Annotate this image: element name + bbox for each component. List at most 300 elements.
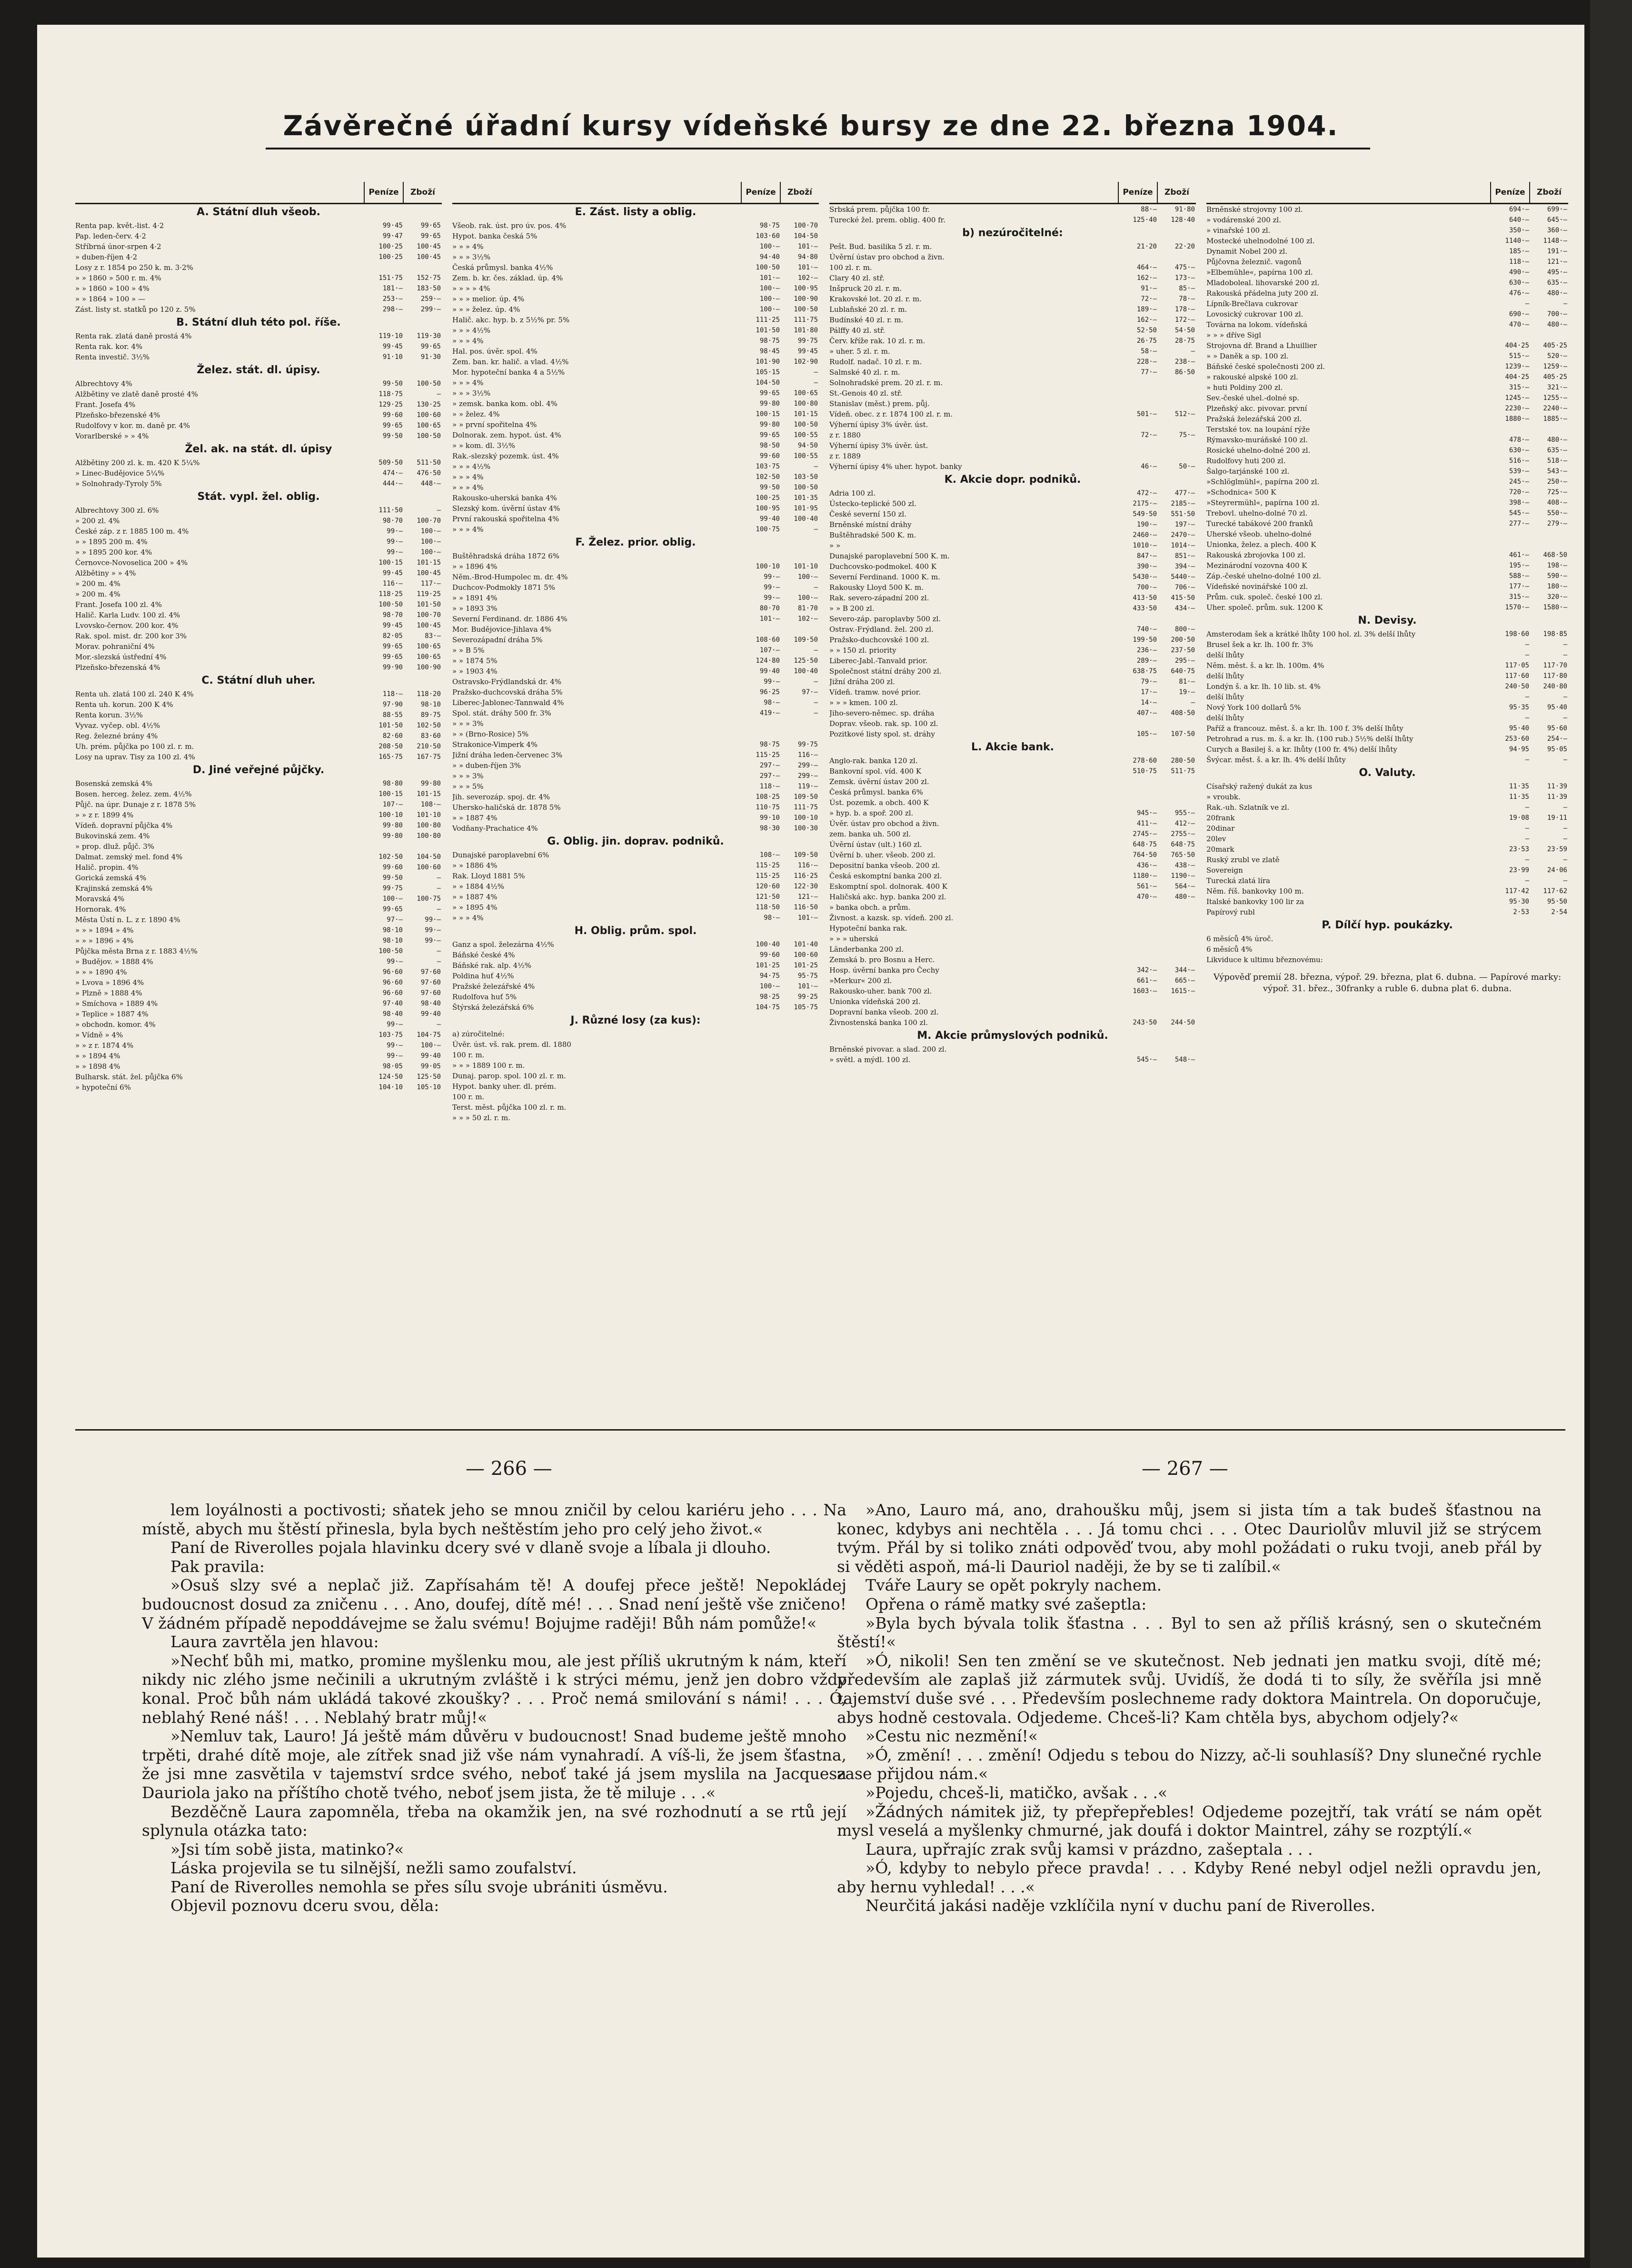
table-row: [829, 697, 1196, 708]
section-heading: M. Akcie průmyslových podniků.: [917, 1030, 1108, 1042]
security-name: Mezinárodní vozovna 400 K: [1206, 561, 1307, 570]
money-value: [743, 1071, 781, 1081]
table-row: [1206, 755, 1568, 765]
table-row: [452, 981, 819, 992]
security-name: Rudolfovy huti 200 zl.: [1206, 457, 1286, 465]
goods-value: 99·45: [797, 348, 818, 355]
security-name: Hypot. banky uher. dl. prém.: [452, 1082, 557, 1091]
money-value: 100·—: [759, 306, 780, 313]
table-row: [452, 419, 819, 430]
money-value: [1120, 419, 1158, 430]
money-value: 720·—: [1509, 488, 1529, 496]
goods-value: 104·50: [417, 853, 441, 861]
goods-value: 548·—: [1174, 1056, 1195, 1064]
money-value: 640·—: [1509, 216, 1529, 224]
money-value: [1120, 388, 1158, 398]
goods-value: 109·50: [794, 636, 818, 644]
money-value: 545·—: [1509, 509, 1529, 517]
goods-value: —: [814, 526, 818, 533]
table-row: [829, 818, 1196, 829]
security-name: » » 150 zl. priority: [829, 646, 896, 655]
column-1: [75, 182, 442, 1093]
goods-value: 197·—: [1174, 521, 1195, 528]
money-value: 99·40: [759, 667, 780, 675]
table-row: [75, 1040, 442, 1051]
paragraph: Láska projevila se tu silnější, nežli samo zoufalství.: [170, 1859, 577, 1878]
table-row: [829, 975, 1196, 986]
goods-value: —: [814, 678, 818, 686]
money-header: Peníze: [1490, 182, 1529, 203]
goods-value: 183·50: [417, 285, 441, 292]
goods-value: 100·30: [794, 825, 818, 832]
security-name: Úvěrní ústav pro obchod a živn.: [829, 253, 945, 261]
table-row: [829, 488, 1196, 498]
table-row: [452, 614, 819, 624]
money-value: 98·75: [759, 741, 780, 748]
table-row: [829, 262, 1196, 273]
security-name: » Solnohrady-Tyroly 5%: [75, 479, 162, 488]
money-value: 198·60: [1505, 630, 1529, 638]
goods-value: 645·—: [1547, 216, 1567, 224]
paragraph: Paní de Riverolles pojala hlavinku dcery své v dlaně svoje a líbala ji dlouho.: [170, 1538, 771, 1557]
security-name: Severo-záp. paroplavby 500 zl.: [829, 615, 941, 623]
table-row: [75, 862, 442, 873]
table-row: [829, 1017, 1196, 1028]
goods-value: 116·—: [797, 862, 818, 869]
table-row: [1206, 403, 1568, 414]
table-row: [452, 315, 819, 325]
table-row: [452, 1039, 819, 1050]
security-name: Vídeňské novinářské 100 zl.: [1206, 582, 1308, 591]
table-row: [75, 352, 442, 362]
table-row: [829, 676, 1196, 687]
goods-value: 321·—: [1547, 384, 1567, 391]
goods-value: 699·—: [1547, 206, 1567, 213]
goods-value: [1158, 902, 1196, 913]
table-row: [452, 1102, 819, 1113]
security-name: Vídeň. tramw. nové prior.: [829, 688, 921, 696]
table-row: [452, 881, 819, 892]
security-name: zem. banka uh. 500 zl.: [829, 830, 911, 838]
table-row: [829, 419, 1196, 430]
security-name: » » duben-říjen 3%: [452, 761, 521, 770]
money-value: 444·—: [382, 480, 403, 487]
money-value: 117·60: [1505, 672, 1529, 680]
money-value: 98·05: [382, 1063, 403, 1070]
security-name: Plzeňsko-březenské 4%: [75, 411, 160, 419]
money-value: 98·30: [759, 825, 780, 832]
money-value: 98·45: [759, 348, 780, 355]
money-value: 162·—: [1136, 316, 1157, 324]
money-value: 108·60: [756, 636, 780, 644]
security-name: Strakonice-Vimperk 4%: [452, 740, 538, 749]
security-name: Krajinská zemská 4%: [75, 884, 153, 893]
security-name: Londýn š. a kr. lh. 10 lib. st. 4%: [1206, 682, 1321, 691]
money-value: 100·50: [378, 601, 403, 608]
table-row: [452, 409, 819, 419]
table-row: [452, 802, 819, 813]
money-value: 99·—: [387, 1042, 403, 1049]
money-value: 5430·—: [1133, 573, 1157, 581]
money-value: 100·50: [378, 947, 403, 955]
money-value: 100·10: [378, 811, 403, 819]
goods-value: —: [437, 390, 441, 398]
table-row: [1206, 257, 1568, 267]
goods-value: 279·—: [1547, 520, 1567, 527]
money-header: Peníze: [1118, 182, 1157, 203]
goods-value: —: [814, 709, 818, 717]
table-row: [75, 526, 442, 537]
goods-value: 85·—: [1179, 285, 1195, 292]
goods-value: 81·70: [797, 605, 818, 612]
security-name: Vyvaz. vyčep. obl. 4½%: [75, 721, 160, 730]
goods-value: 665·—: [1174, 977, 1195, 985]
money-value: 94·40: [759, 253, 780, 261]
money-value: [1120, 718, 1158, 729]
goods-value: 121·—: [797, 893, 818, 901]
money-value: 100·—: [382, 895, 403, 903]
goods-value: [1158, 923, 1196, 934]
security-name: Rakouská přádelna juty 200 zl.: [1206, 289, 1319, 298]
security-name: Ruský zrubl ve zlatě: [1206, 855, 1280, 864]
goods-value: [1158, 419, 1196, 430]
money-value: 694·—: [1509, 206, 1529, 213]
table-row: [1206, 702, 1568, 713]
security-name: Jiho-severo-němec. sp. dráha: [829, 709, 935, 717]
section-heading: N. Devisy.: [1358, 615, 1417, 627]
goods-value: 109·50: [794, 851, 818, 859]
money-value: [1492, 330, 1530, 340]
security-name: » » » uherská: [829, 935, 878, 943]
goods-value: 102·50: [417, 722, 441, 729]
money-value: 549·50: [1133, 510, 1157, 518]
goods-value: 119·25: [417, 590, 441, 598]
security-name: Curych a Basilej š. a kr. lhůty (100 fr. 4%) delší lhůty: [1206, 745, 1397, 754]
table-row: [1206, 650, 1568, 660]
money-value: 99·65: [382, 905, 403, 913]
goods-value: 24·06: [1547, 866, 1567, 874]
goods-value: 100·65: [417, 643, 441, 650]
money-value: [366, 262, 404, 273]
goods-value: 97·—: [802, 688, 818, 696]
money-value: 105·—: [1136, 730, 1157, 738]
security-name: Italské bankovky 100 lir za: [1206, 897, 1304, 906]
money-value: 661·—: [1136, 977, 1157, 985]
security-name: Liberec-Jabl.-Tanvald prior.: [829, 657, 928, 665]
money-value: [1120, 787, 1158, 797]
goods-value: 94·50: [797, 442, 818, 449]
money-value: 101·50: [378, 722, 403, 729]
table-row: [1206, 886, 1568, 896]
goods-value: 1014·—: [1171, 542, 1195, 549]
security-name: Záp.-české uhelno-dolné 100 zl.: [1206, 572, 1321, 580]
table-row: [75, 341, 442, 352]
money-value: [1492, 944, 1530, 955]
security-name: a) zúročitelné:: [452, 1030, 505, 1038]
security-name: » » 1860 » 500 r. m. 4%: [75, 274, 161, 282]
money-value: 121·50: [756, 893, 780, 901]
table-row: [452, 771, 819, 781]
section-heading: C. Státní dluh uher.: [201, 675, 316, 686]
money-value: 99·—: [387, 958, 403, 965]
table-row: [1206, 681, 1568, 692]
table-row: [75, 904, 442, 915]
security-name: Hypot. banka česká 5%: [452, 232, 537, 240]
money-value: 100·95: [756, 505, 780, 512]
goods-value: 706·—: [1174, 584, 1195, 591]
security-name: » »: [829, 541, 841, 550]
money-value: 253·60: [1505, 735, 1529, 743]
table-row: [1206, 602, 1568, 613]
security-name: Rudolf. nadač. 10 zl. r. m.: [829, 358, 922, 366]
goods-value: 101·10: [794, 563, 818, 570]
table-row: [452, 1113, 819, 1123]
money-value: 99·60: [759, 452, 780, 460]
table-row: [75, 641, 442, 652]
security-name: Lvovsko-černov. 200 kor. 4%: [75, 621, 179, 630]
column-header: [1206, 182, 1568, 204]
money-value: 515·—: [1509, 352, 1529, 360]
goods-value: 117·62: [1543, 887, 1567, 895]
money-value: 99·65: [382, 653, 403, 661]
security-name: Uhersko-haličská dr. 1878 5%: [452, 803, 561, 812]
goods-value: [781, 1071, 819, 1081]
money-value: 189·—: [1136, 306, 1157, 313]
money-value: 19·08: [1509, 814, 1529, 822]
security-name: Černovce-Novoselica 200 » 4%: [75, 558, 188, 567]
money-value: 1239·—: [1505, 363, 1529, 370]
table-row: [829, 718, 1196, 729]
table-row: [452, 697, 819, 708]
table-row: [829, 215, 1196, 225]
money-value: 124·50: [378, 1073, 403, 1081]
security-name: » » » 4%: [452, 378, 484, 387]
goods-value: 81·—: [1179, 678, 1195, 686]
security-name: Alžbětiny 200 zl. k. m. 420 K 5¼%: [75, 458, 200, 467]
goods-value: 130·25: [417, 401, 441, 408]
section-heading: B. Státní dluh této pol. říše.: [176, 317, 341, 328]
money-value: 99·—: [387, 527, 403, 535]
security-name: » prop. dluž. půjč. 3%: [75, 842, 155, 851]
goods-value: 101·10: [417, 811, 441, 819]
security-name: » uher. 5 zl. r. m.: [829, 347, 890, 356]
money-value: 79·—: [1141, 678, 1157, 686]
money-value: 99·80: [382, 832, 403, 840]
table-row: [1206, 246, 1568, 257]
table-row: [75, 420, 442, 431]
table-row: [1206, 713, 1568, 723]
money-value: [1120, 902, 1158, 913]
security-name: Nový York 100 dollarů 5%: [1206, 703, 1301, 712]
section-heading: D. Jiné veřejné půjčky.: [192, 764, 325, 776]
goods-value: 100·65: [417, 422, 441, 429]
table-row: [1206, 393, 1568, 403]
security-name: » Plzně » 1888 4%: [75, 989, 142, 997]
goods-value: 125·50: [417, 1073, 441, 1081]
section-heading: E. Zást. listy a oblig.: [575, 206, 697, 218]
table-row: [829, 346, 1196, 357]
security-name: Rosické uhelno-dolné 200 zl.: [1206, 446, 1311, 455]
goods-value: [1158, 776, 1196, 787]
goods-value: 100·—: [420, 548, 441, 556]
security-name: Rakouská zbrojovka 100 zl.: [1206, 551, 1306, 559]
table-row: [452, 1081, 819, 1092]
goods-value: 101·40: [794, 941, 818, 948]
security-name: Renta investič. 3½%: [75, 353, 150, 361]
security-name: Rudolfovy v kor. m. daně pr. 4%: [75, 421, 190, 430]
security-name: » » » 4%: [452, 242, 484, 251]
table-row: [829, 986, 1196, 996]
paragraph: Bezděčně Laura zapomněla, třeba na okamžik jen, na své rozhodnutí a se rtů její splynula otázka tato:: [142, 1802, 846, 1840]
money-value: [743, 1039, 781, 1050]
money-value: 390·—: [1136, 563, 1157, 570]
page: [37, 25, 1584, 2258]
goods-value: 100·—: [420, 527, 441, 535]
table-row: [75, 431, 442, 441]
money-value: [1120, 440, 1158, 451]
column-3: [829, 182, 1196, 1065]
security-name: Půjč. na úpr. Dunaje z r. 1878 5%: [75, 800, 196, 809]
security-name: Zem. ban. kr. halič. a vlad. 4½%: [452, 358, 569, 366]
goods-value: [1158, 934, 1196, 944]
table-row: [1206, 955, 1568, 965]
security-name: Unionka vídeňská 200 zl.: [829, 997, 921, 1006]
money-value: 690·—: [1509, 310, 1529, 318]
table-row: [829, 582, 1196, 593]
table-row: [452, 760, 819, 771]
money-value: [366, 841, 404, 852]
money-value: 99·—: [764, 594, 780, 602]
security-name: Bukovinská zem. 4%: [75, 832, 150, 840]
table-row: [1206, 518, 1568, 529]
money-value: 2460·—: [1133, 531, 1157, 539]
goods-value: 438·—: [1174, 862, 1195, 869]
goods-value: 2470·—: [1171, 531, 1195, 539]
table-row: [829, 593, 1196, 603]
goods-value: 100·80: [417, 832, 441, 840]
money-value: 648·75: [1133, 841, 1157, 848]
goods-value: 648·75: [1171, 841, 1195, 848]
money-value: 11·35: [1509, 793, 1529, 801]
goods-value: 394·—: [1174, 563, 1195, 570]
goods-value: 100·90: [794, 295, 818, 303]
table-row: [452, 378, 819, 388]
security-name: Půjčovna železnič. vagonů: [1206, 258, 1302, 266]
table-row: [452, 367, 819, 378]
table-row: [75, 731, 442, 741]
security-name: » Teplice » 1887 4%: [75, 1010, 149, 1018]
goods-value: 95·05: [1547, 746, 1567, 753]
table-row: [452, 750, 819, 760]
table-row: [1206, 309, 1568, 319]
security-name: Jižní dráha 200 zl.: [829, 677, 895, 686]
section-heading: G. Oblig. jin. doprav. podniků.: [547, 836, 724, 847]
money-value: [743, 1029, 781, 1039]
table-row: [1206, 225, 1568, 236]
table-row: [1206, 834, 1568, 844]
money-value: 404·25: [1505, 373, 1529, 381]
table-row: [452, 461, 819, 472]
money-value: 474·—: [382, 469, 403, 477]
security-name: Něm. měst. š. a kr. lh. 100m. 4%: [1206, 661, 1324, 670]
money-value: [1120, 776, 1158, 787]
table-row: [75, 283, 442, 294]
table-row: [452, 294, 819, 304]
security-name: Šalgo-tarjánské 100 zl.: [1206, 467, 1290, 476]
security-name: Lublaňské 20 zl. r. m.: [829, 305, 907, 314]
table-row: [1206, 236, 1568, 246]
security-name: »Merkur« 200 zl.: [829, 976, 892, 985]
table-row: [829, 304, 1196, 315]
goods-value: 101·—: [797, 983, 818, 990]
money-value: 94·75: [759, 972, 780, 980]
money-value: 77·—: [1141, 368, 1157, 376]
goods-value: 700·—: [1547, 310, 1567, 318]
security-name: Dunajské paroplavební 6%: [452, 851, 549, 859]
goods-value: 11·39: [1547, 783, 1567, 790]
goods-value: 237·50: [1171, 647, 1195, 654]
security-name: » » 1874 5%: [452, 657, 498, 665]
goods-value: 99·75: [797, 337, 818, 345]
money-value: 98·80: [382, 780, 403, 787]
money-value: 23·99: [1509, 866, 1529, 874]
paragraph: Laura, upřrajíc zrak svůj kamsi v prázdno, zašeptala . . .: [866, 1840, 1313, 1859]
money-value: 100·25: [756, 494, 780, 502]
money-value: 118·—: [382, 690, 403, 698]
table-row: [75, 894, 442, 904]
money-value: [1492, 529, 1530, 539]
goods-header: Zboží: [780, 182, 819, 203]
security-name: Prům. cuk. společ. české 100 zl.: [1206, 593, 1323, 601]
table-row: [1206, 660, 1568, 671]
paragraph: »Nemluv tak, Lauro! Já ještě mám důvěru v budoucnost! Snad budeme ještě mnoho trpěti, drahé dítě moje, ale zítřek snad již vše nám vynahradí. A víš-li, že jsem šťastna, že jsi mne zasvětila v tajemství srdce svého, neboť také já jsem myslila na Jacquesa Dauriola jako na příštího chotě tvého, neboť jsem jista, že tě miluje . . .«: [142, 1727, 846, 1802]
table-row: [75, 967, 442, 977]
table-row: [452, 850, 819, 860]
security-name: Duchcov-Podmokly 1871 5%: [452, 583, 555, 592]
goods-value: 480·—: [1547, 289, 1567, 297]
money-value: 478·—: [1509, 436, 1529, 444]
goods-value: [404, 841, 442, 852]
money-value: 700·—: [1136, 584, 1157, 591]
security-name: Uherské všeob. uhelno-dolné: [1206, 530, 1312, 538]
security-name: Frant. Josefa 100 zl. 4%: [75, 600, 162, 609]
money-value: 26·75: [1136, 337, 1157, 345]
goods-value: —: [1563, 641, 1567, 648]
goods-value: 408·50: [1171, 709, 1195, 717]
goods-value: 543·—: [1547, 468, 1567, 475]
table-row: [75, 699, 442, 710]
page-title: Závěrečné úřadní kursy vídeňské bursy ze dne 22. března 1904.: [283, 109, 1339, 142]
security-name: Hosp. úvěrní banka pro Čechy: [829, 966, 939, 975]
goods-value: 100·45: [417, 253, 441, 261]
table-row: [1206, 875, 1568, 886]
money-value: 99·90: [382, 664, 403, 671]
goods-header: Zboží: [403, 182, 442, 203]
money-value: [1120, 996, 1158, 1007]
table-row: [452, 624, 819, 635]
goods-value: 108·—: [420, 801, 441, 808]
paragraph: »Ó, změní! . . . změní! Odjedu s tebou do Nizzy, ač-li souhlasíš? Dny slunečné rychle zase přijdou nám.«: [837, 1745, 1542, 1783]
security-name: » rakouské alpské 100 zl.: [1206, 373, 1298, 381]
paragraph: »Ano, Lauro má, ano, drahoušku můj, jsem si jista tím a tak budeš šťastnou na konec, kdybys ani nechtěla . . . Já tomu chci . . . Otec Dauriolův mluvil již se strýcem tvým. Přál by si toliko znáti odpověď tvou, aby mohl požádati o ruku tvoji, aneb přál by si věděti aspoň, má-li Dauriol naději, že by se ti zalíbil.«: [837, 1501, 1542, 1576]
money-value: 116·—: [382, 580, 403, 587]
goods-value: 476·50: [417, 469, 441, 477]
money-value: —: [1525, 641, 1529, 648]
security-name: Zemská b. pro Bosnu a Herc.: [829, 955, 935, 964]
security-name: Pešt. Bud. basilika 5 zl. r. m.: [829, 242, 932, 251]
goods-value: 415·50: [1171, 594, 1195, 602]
money-value: 245·—: [1509, 478, 1529, 486]
